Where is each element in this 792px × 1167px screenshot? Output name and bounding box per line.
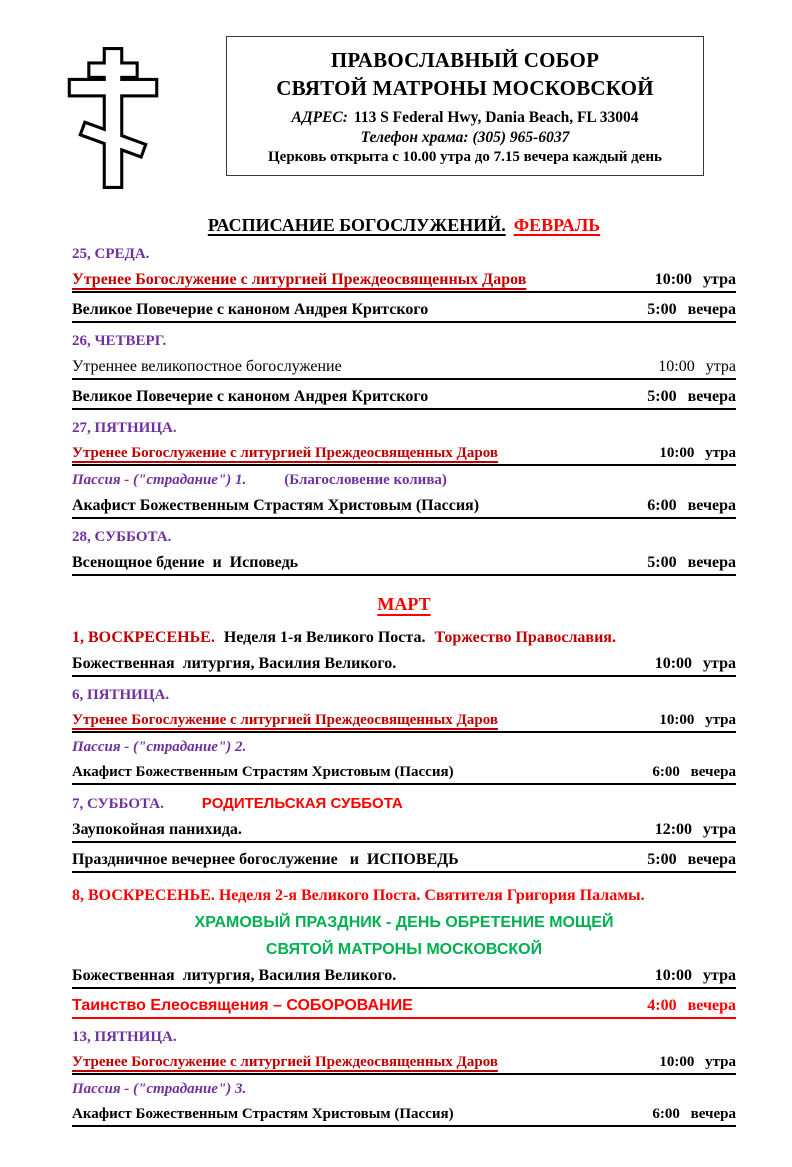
service-name: Божественная литургия, Василия Великого. xyxy=(72,967,397,984)
row-text xyxy=(377,594,430,614)
masthead xyxy=(72,36,736,195)
day-label: 27, ПЯТНИЦА. xyxy=(72,420,177,436)
row-text xyxy=(72,851,471,869)
row-text xyxy=(72,333,166,349)
service-time: 12:00 утра xyxy=(654,821,736,838)
service-time: 5:00 вечера xyxy=(647,851,736,868)
feast-announcement: ХРАМОВЫЙ ПРАЗДНИК - ДЕНЬ ОБРЕТЕНИЕ МОЩЕЙ xyxy=(194,914,614,931)
service-row xyxy=(72,554,736,576)
service-name: Утреннее великопостное богослужение xyxy=(72,358,342,375)
service-name: Праздничное вечернее богослужение и ИСПОВЕДЬ xyxy=(72,851,459,868)
row-text xyxy=(72,712,510,729)
passia-note-1 xyxy=(72,472,736,489)
service-row xyxy=(72,655,736,677)
row-text xyxy=(72,1081,246,1097)
row-text xyxy=(72,739,246,755)
service-time: 5:00 вечера xyxy=(647,554,736,571)
day-label: 1, ВОСКРЕСЕНЬЕ. xyxy=(72,629,215,646)
service-time: 10:00 утра xyxy=(659,445,736,461)
service-time: 5:00 вечера xyxy=(647,388,736,405)
service-name: Утренее Богослужение с литургией Преждеосвященных Даров xyxy=(72,712,498,728)
row-text xyxy=(72,967,408,985)
row-text xyxy=(72,1106,466,1123)
schedule-title-month: ФЕВРАЛЬ xyxy=(513,215,601,235)
service-row xyxy=(72,821,736,843)
service-row xyxy=(72,301,736,323)
sunday-header-mar-1 xyxy=(72,629,736,647)
day-header-mar-13 xyxy=(72,1029,736,1046)
row-text xyxy=(72,420,177,436)
day-label: 26, ЧЕТВЕРГ. xyxy=(72,333,167,349)
day-header-feb-28 xyxy=(72,529,736,546)
schedule-rows xyxy=(72,246,736,1127)
koliva-note: (Благословение колива) xyxy=(284,472,447,488)
day-header-feb-26 xyxy=(72,333,736,350)
service-name: Великое Повечерие с каноном Андрея Критского xyxy=(72,388,429,405)
feast-label: Торжество Православия. xyxy=(434,629,616,646)
church-name-line1: ПРАВОСЛАВНЫЙ СОБОР xyxy=(330,48,600,72)
service-time: 10:00 утра xyxy=(654,655,736,672)
feast-announcement-line1 xyxy=(72,914,736,932)
church-info-box xyxy=(226,36,704,176)
service-name: Божественная литургия, Василия Великого. xyxy=(72,655,397,672)
sunday-header-mar-8 xyxy=(72,887,736,905)
service-row xyxy=(72,997,736,1019)
service-time: 10:00 утра xyxy=(654,967,736,984)
feast-label: РОДИТЕЛЬСКАЯ СУББОТА xyxy=(201,795,403,812)
row-text xyxy=(266,941,542,958)
day-header-feb-27 xyxy=(72,420,736,437)
row-text xyxy=(195,914,614,931)
row-text xyxy=(72,271,538,289)
service-row xyxy=(72,1106,736,1127)
day-label: 25, СРЕДА. xyxy=(72,246,150,262)
row-text xyxy=(72,796,403,812)
day-label: 28, СУББОТА. xyxy=(72,529,172,545)
week-label: Неделя 1-я Великого Поста. xyxy=(223,629,426,646)
service-name: Утренее Богослужение с литургией Преждеосвященных Даров xyxy=(72,271,527,288)
row-text xyxy=(72,997,425,1015)
service-name: Таинство Елеосвящения – СОБОРОВАНИЕ xyxy=(72,997,413,1014)
service-time: 6:00 вечера xyxy=(647,497,736,514)
feast-announcement: СВЯТОЙ МАТРОНЫ МОСКОВСКОЙ xyxy=(265,941,543,958)
day-label: 13, ПЯТНИЦА. xyxy=(72,1029,177,1045)
service-row xyxy=(72,497,736,519)
service-name: Акафист Божественным Страстям Христовым (Пассия) xyxy=(72,1106,454,1122)
service-name: Всенощное бдение и Исповедь xyxy=(72,554,299,571)
month-label: МАРТ xyxy=(377,594,431,614)
service-row xyxy=(72,445,736,466)
row-text xyxy=(72,388,440,406)
day-label: 6, ПЯТНИЦА. xyxy=(72,687,170,703)
row-text xyxy=(72,358,354,376)
church-phone: Телефон храма: (305) 965-6037 xyxy=(360,129,570,147)
day-label: 7, СУББОТА. xyxy=(72,796,164,812)
service-time: 5:00 вечера xyxy=(647,301,736,318)
service-time: 10:00 утра xyxy=(659,712,736,728)
service-row xyxy=(72,358,736,380)
row-text xyxy=(72,655,408,673)
service-name: Акафист Божественным Страстям Христовым (Пассия) xyxy=(72,764,454,780)
church-name-line2: СВЯТОЙ МАТРОНЫ МОСКОВСКОЙ xyxy=(276,75,654,100)
service-name: Заупокойная панихида. xyxy=(72,821,242,838)
church-address xyxy=(239,109,691,127)
service-time: 10:00 утра xyxy=(659,1054,736,1070)
service-time: 6:00 вечера xyxy=(652,764,736,780)
schedule-title xyxy=(72,215,736,236)
service-name: Утренее Богослужение с литургией Преждеосвященных Даров xyxy=(72,1054,498,1070)
row-text xyxy=(72,445,510,462)
service-time: 4:00 вечера xyxy=(647,997,736,1014)
day-header-mar-6 xyxy=(72,687,736,704)
service-time: 10:00 утра xyxy=(658,358,736,375)
passia-label: Пассия - ("страдание") 1. xyxy=(72,472,247,488)
service-row xyxy=(72,388,736,410)
row-text xyxy=(72,629,616,646)
day-header-feb-25 xyxy=(72,246,736,263)
feast-announcement-line2 xyxy=(72,941,736,959)
row-text xyxy=(72,472,447,488)
row-text xyxy=(72,301,440,319)
service-row xyxy=(72,1054,736,1075)
row-text xyxy=(72,887,645,904)
church-hours: Церковь открыта с 10.00 утра до 7.15 вечера каждый день xyxy=(268,149,662,166)
service-row xyxy=(72,271,736,293)
service-time: 10:00 утра xyxy=(654,271,736,288)
day-header-mar-7 xyxy=(72,795,736,813)
orthodox-cross-icon xyxy=(66,36,178,195)
service-name: Акафист Божественным Страстям Христовым (Пассия) xyxy=(72,497,480,514)
service-row xyxy=(72,851,736,873)
address-label: АДРЕС: xyxy=(291,109,348,127)
service-row xyxy=(72,967,736,989)
row-text xyxy=(72,821,254,839)
service-name: Великое Повечерие с каноном Андрея Критского xyxy=(72,301,429,318)
row-text xyxy=(72,497,491,515)
row-text xyxy=(72,554,310,572)
service-name: Утренее Богослужение с литургией Преждеосвященных Даров xyxy=(72,445,498,461)
passia-label: Пассия - ("страдание") 2. xyxy=(72,739,247,755)
address-value: 113 S Federal Hwy, Dania Beach, FL 33004 xyxy=(353,109,639,127)
row-text xyxy=(72,1029,177,1045)
passia-note-2 xyxy=(72,739,736,756)
row-text xyxy=(72,1054,510,1071)
service-row xyxy=(72,712,736,733)
row-text xyxy=(72,687,169,703)
passia-label: Пассия - ("страдание") 3. xyxy=(72,1081,247,1097)
service-row xyxy=(72,764,736,785)
schedule-title-text: РАСПИСАНИЕ БОГОСЛУЖЕНИЙ. xyxy=(207,215,506,235)
service-time: 6:00 вечера xyxy=(652,1106,736,1122)
row-text xyxy=(72,529,171,545)
row-text xyxy=(72,246,149,262)
month-header-march xyxy=(72,594,736,615)
passia-note-3 xyxy=(72,1081,736,1098)
day-label: 8, ВОСКРЕСЕНЬЕ. Неделя 2-я Великого Поста. Святителя Григория Паламы. xyxy=(72,887,645,904)
row-text xyxy=(72,764,466,781)
